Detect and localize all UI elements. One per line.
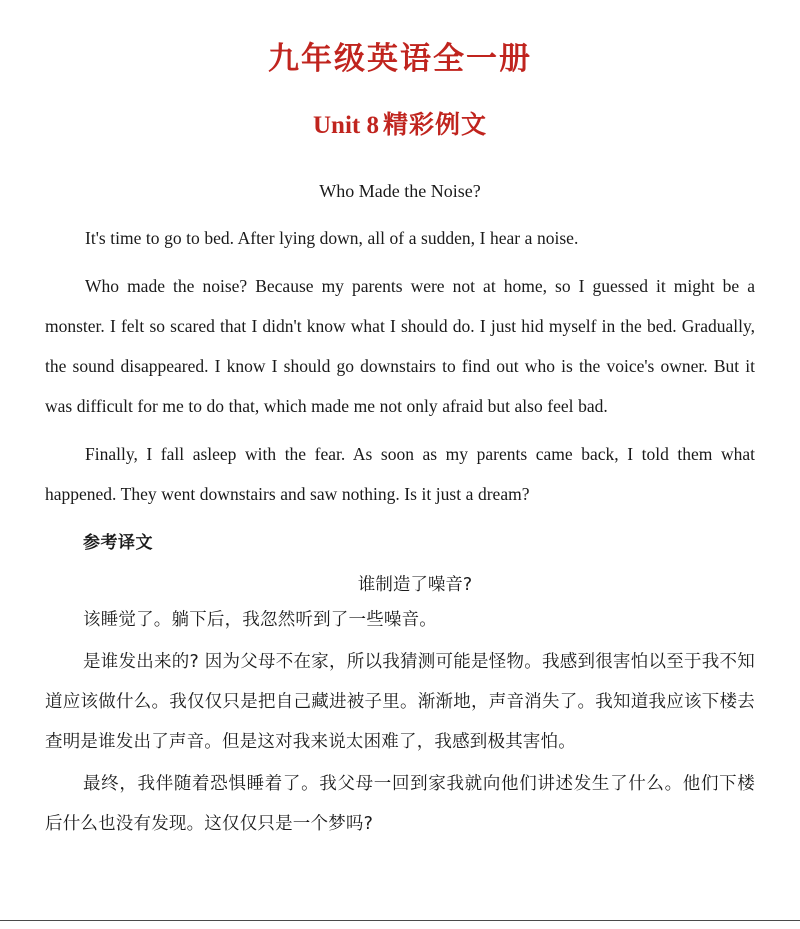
chinese-paragraph-3: 最终，我伴随着恐惧睡着了。我父母一回到家我就向他们讲述发生了什么。他们下楼后什么也没有发现。这仅仅只是一个梦吗? — [45, 773, 755, 834]
chinese-paragraph-1: 该睡觉了。躺下后，我忽然听到了一些噪音。 — [83, 609, 437, 630]
english-paragraph-3: Finally, I fall asleep with the fear. As soon as my parents came back, I told them what happened. They went downstairs and saw nothing. Is it just a dream? — [45, 443, 755, 504]
english-paragraph-1: It's time to go to bed. After lying down, all of a sudden, I hear a noise. — [85, 227, 579, 248]
english-paragraph-2: Who made the noise? Because my parents were not at home, so I guessed it might be a monster. I felt so scared that I didn't know what I should do. I just hid myself in the bed. Gradually, the sound disappeared. I know I should go downstairs to find out who is the voice's owner. But it was difficult for me to do that, which made me not only afraid but also feel bad. — [45, 275, 755, 416]
footer-divider — [0, 920, 800, 921]
english-essay-heading: Who Made the Noise? — [319, 181, 481, 202]
unit-title-chinese: 精彩例文 — [382, 109, 487, 139]
chinese-essay-heading: 谁制造了噪音? — [357, 575, 473, 596]
unit-title — [45, 79, 755, 143]
reference-translation-label: 参考译文 — [83, 532, 153, 553]
unit-title-english: Unit 8 — [313, 111, 379, 139]
chinese-paragraph-2: 是谁发出来的? 因为父母不在家，所以我猜测可能是怪物。我感到很害怕以至于我不知道应该做什么。我仅仅只是把自己藏进被子里。渐渐地，声音消失了。我知道我应该下楼去查明是谁发出了声音。但是这对我来说太困难了，我感到极其害怕。 — [45, 651, 755, 752]
page-title-chinese: 九年级英语全一册 — [268, 41, 532, 77]
